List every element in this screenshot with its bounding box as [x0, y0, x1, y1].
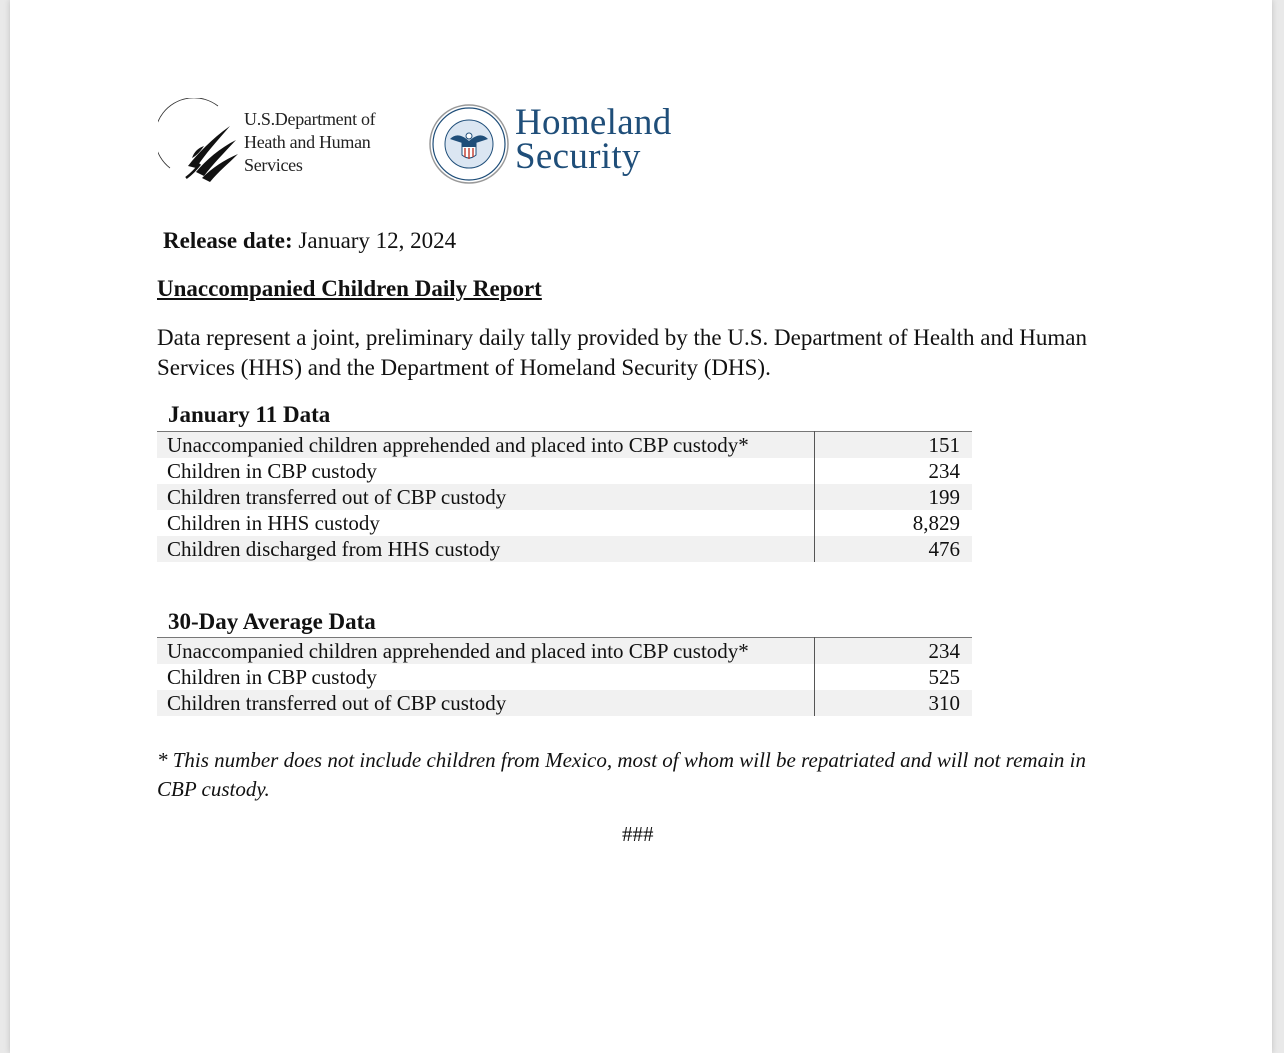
row-label: Unaccompanied children apprehended and placed into CBP custody*	[157, 638, 815, 665]
row-value: 151	[815, 432, 973, 459]
row-label: Children discharged from HHS custody	[157, 536, 815, 562]
release-date-value: January 12, 2024	[292, 228, 457, 253]
row-value: 234	[815, 638, 973, 665]
row-label: Children transferred out of CBP custody	[157, 690, 815, 716]
table-row	[157, 484, 972, 510]
row-value: 8,829	[912, 511, 960, 535]
row-label: Children in CBP custody	[157, 664, 815, 690]
table-row	[157, 458, 972, 484]
row-value: 525	[928, 665, 960, 689]
hhs-name	[244, 108, 375, 177]
row-label: Children transferred out of CBP custody	[157, 484, 815, 510]
dhs-seal-logo	[428, 103, 510, 185]
table-row	[157, 638, 972, 665]
row-label: Children in HHS custody	[157, 510, 815, 536]
release-date	[163, 228, 456, 254]
table-row	[157, 510, 972, 536]
row-value: 199	[815, 484, 973, 510]
section-title: January 11 Data	[168, 402, 331, 427]
report-title: Unaccompanied Children Daily Report	[157, 276, 542, 301]
document-page	[10, 0, 1272, 1053]
hhs-seal-logo	[158, 98, 248, 188]
hhs-name-line: Services	[244, 155, 303, 175]
hhs-name-line: Heath and Human	[244, 132, 371, 152]
section-title: 30-Day Average Data	[168, 609, 376, 634]
table-row	[157, 664, 972, 690]
row-value: 234	[928, 459, 960, 483]
end-mark: ###	[622, 822, 654, 846]
data-table	[157, 637, 972, 716]
table-row	[157, 690, 972, 716]
row-value: 476	[815, 536, 973, 562]
row-label: Children in CBP custody	[157, 458, 815, 484]
data-table	[157, 431, 972, 562]
table-row	[157, 536, 972, 562]
row-label: Unaccompanied children apprehended and placed into CBP custody*	[157, 432, 815, 459]
footnote: * This number does not include children from Mexico, most of whom will be repatriated and will not remain in CBP custody.	[157, 748, 1086, 801]
intro-paragraph: Data represent a joint, preliminary daily tally provided by the U.S. Department of Health and Human Services (HHS) and the Department of Homeland Security (DHS).	[157, 325, 1087, 380]
table-row	[157, 432, 972, 459]
dhs-name-line: Homeland	[515, 102, 672, 143]
hhs-name-line: U.S.Department of	[244, 109, 376, 129]
row-value: 310	[815, 690, 973, 716]
release-date-label: Release date:	[163, 228, 293, 253]
dhs-name	[515, 102, 672, 177]
dhs-name-line: Security	[515, 136, 641, 177]
